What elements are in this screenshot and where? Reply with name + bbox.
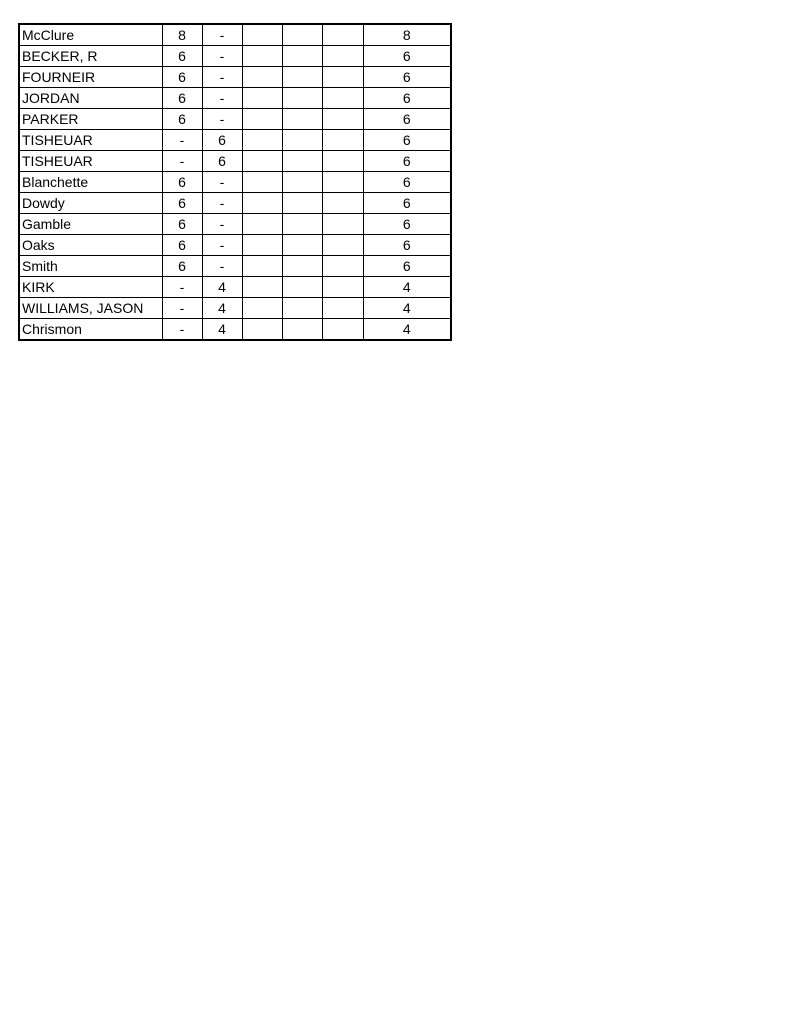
- score-cell-5: [322, 319, 363, 341]
- score-cell-1: 6: [162, 88, 202, 109]
- score-cell-1: -: [162, 130, 202, 151]
- score-cell-1: -: [162, 277, 202, 298]
- score-cell-3: [242, 214, 282, 235]
- score-cell-1: 6: [162, 235, 202, 256]
- name-cell: Chrismon: [19, 319, 162, 341]
- score-cell-4: [282, 214, 322, 235]
- score-cell-4: [282, 130, 322, 151]
- name-cell: Dowdy: [19, 193, 162, 214]
- score-cell-5: [322, 109, 363, 130]
- total-cell: 6: [363, 67, 451, 88]
- table-row: [19, 298, 451, 319]
- table-row: [19, 256, 451, 277]
- score-cell-5: [322, 88, 363, 109]
- name-cell: Blanchette: [19, 172, 162, 193]
- score-cell-3: [242, 109, 282, 130]
- score-cell-3: [242, 24, 282, 46]
- score-cell-2: -: [202, 214, 242, 235]
- score-cell-5: [322, 235, 363, 256]
- name-cell: TISHEUAR: [19, 151, 162, 172]
- name-cell: JORDAN: [19, 88, 162, 109]
- name-cell: KIRK: [19, 277, 162, 298]
- score-cell-1: 6: [162, 67, 202, 88]
- name-cell: Smith: [19, 256, 162, 277]
- name-cell: WILLIAMS, JASON: [19, 298, 162, 319]
- score-cell-3: [242, 235, 282, 256]
- score-cell-3: [242, 277, 282, 298]
- table-row: [19, 319, 451, 341]
- score-cell-2: -: [202, 67, 242, 88]
- score-cell-4: [282, 193, 322, 214]
- name-cell: McClure: [22, 27, 75, 43]
- total-cell: 8: [363, 24, 451, 46]
- score-cell-2: -: [202, 256, 242, 277]
- score-cell-2: -: [202, 109, 242, 130]
- score-cell-1: -: [162, 298, 202, 319]
- score-cell-1: 6: [162, 256, 202, 277]
- score-cell-2: -: [202, 172, 242, 193]
- score-cell-1: 8: [162, 24, 202, 46]
- score-cell-2: -: [202, 46, 242, 67]
- score-cell-1: 6: [162, 214, 202, 235]
- table-row: [19, 172, 451, 193]
- score-cell-2: -: [202, 88, 242, 109]
- total-cell: 4: [363, 298, 451, 319]
- score-cell-5: [322, 46, 363, 67]
- table-row: [19, 130, 451, 151]
- total-cell: 6: [363, 214, 451, 235]
- name-cell: Gamble: [19, 214, 162, 235]
- table-row: [19, 277, 451, 298]
- score-cell-4: [282, 235, 322, 256]
- name-cell: TISHEUAR: [19, 130, 162, 151]
- score-cell-1: 6: [162, 193, 202, 214]
- score-cell-1: 6: [162, 109, 202, 130]
- name-cell: PARKER: [19, 109, 162, 130]
- table-row: [19, 67, 451, 88]
- score-cell-2: 6: [202, 130, 242, 151]
- score-cell-1: 6: [162, 46, 202, 67]
- score-cell-4: [282, 88, 322, 109]
- table-row: [19, 109, 451, 130]
- score-cell-5: [322, 151, 363, 172]
- score-cell-4: [282, 256, 322, 277]
- score-cell-5: [322, 298, 363, 319]
- score-cell-3: [242, 319, 282, 341]
- score-cell-2: 4: [202, 298, 242, 319]
- total-cell: 6: [363, 256, 451, 277]
- score-cell-4: [282, 319, 322, 341]
- total-cell: 6: [363, 172, 451, 193]
- score-cell-3: [242, 193, 282, 214]
- score-cell-2: 4: [202, 277, 242, 298]
- table-row: [19, 24, 451, 46]
- table-row: [19, 214, 451, 235]
- name-cell: Oaks: [19, 235, 162, 256]
- total-cell: 4: [363, 319, 451, 341]
- score-cell-3: [242, 256, 282, 277]
- table-row: [19, 193, 451, 214]
- score-cell-2: 4: [202, 319, 242, 341]
- score-cell-3: [242, 151, 282, 172]
- score-cell-4: [282, 277, 322, 298]
- table-row: [19, 235, 451, 256]
- score-cell-5: [322, 172, 363, 193]
- total-cell: 6: [363, 151, 451, 172]
- total-cell: 6: [363, 109, 451, 130]
- table-row: [19, 46, 451, 67]
- score-cell-5: [322, 24, 363, 46]
- score-cell-3: [242, 298, 282, 319]
- score-cell-5: [322, 277, 363, 298]
- table-row: [19, 88, 451, 109]
- total-cell: 4: [363, 277, 451, 298]
- standings-table: [18, 23, 452, 341]
- score-cell-1: -: [162, 151, 202, 172]
- score-cell-4: [282, 298, 322, 319]
- score-cell-4: [282, 151, 322, 172]
- score-cell-2: 6: [202, 151, 242, 172]
- score-cell-2: -: [202, 24, 242, 46]
- score-cell-3: [242, 172, 282, 193]
- score-cell-5: [322, 130, 363, 151]
- total-cell: 6: [363, 88, 451, 109]
- score-cell-5: [322, 256, 363, 277]
- score-cell-1: -: [162, 319, 202, 341]
- score-cell-4: [282, 46, 322, 67]
- score-cell-5: [322, 214, 363, 235]
- score-cell-4: [282, 67, 322, 88]
- score-cell-1: 6: [162, 172, 202, 193]
- name-cell: BECKER, R: [19, 46, 162, 67]
- score-cell-4: [282, 172, 322, 193]
- total-cell: 6: [363, 130, 451, 151]
- score-cell-3: [242, 88, 282, 109]
- score-cell-2: -: [202, 193, 242, 214]
- total-cell: 6: [363, 46, 451, 67]
- score-cell-4: [282, 24, 322, 46]
- score-cell-2: -: [202, 235, 242, 256]
- score-cell-5: [322, 67, 363, 88]
- score-cell-3: [242, 46, 282, 67]
- table-body: [19, 24, 451, 340]
- score-cell-4: [282, 109, 322, 130]
- score-cell-5: [322, 193, 363, 214]
- table-row: [19, 151, 451, 172]
- name-cell: FOURNEIR: [19, 67, 162, 88]
- score-cell-3: [242, 67, 282, 88]
- total-cell: 6: [363, 235, 451, 256]
- score-cell-3: [242, 130, 282, 151]
- total-cell: 6: [363, 193, 451, 214]
